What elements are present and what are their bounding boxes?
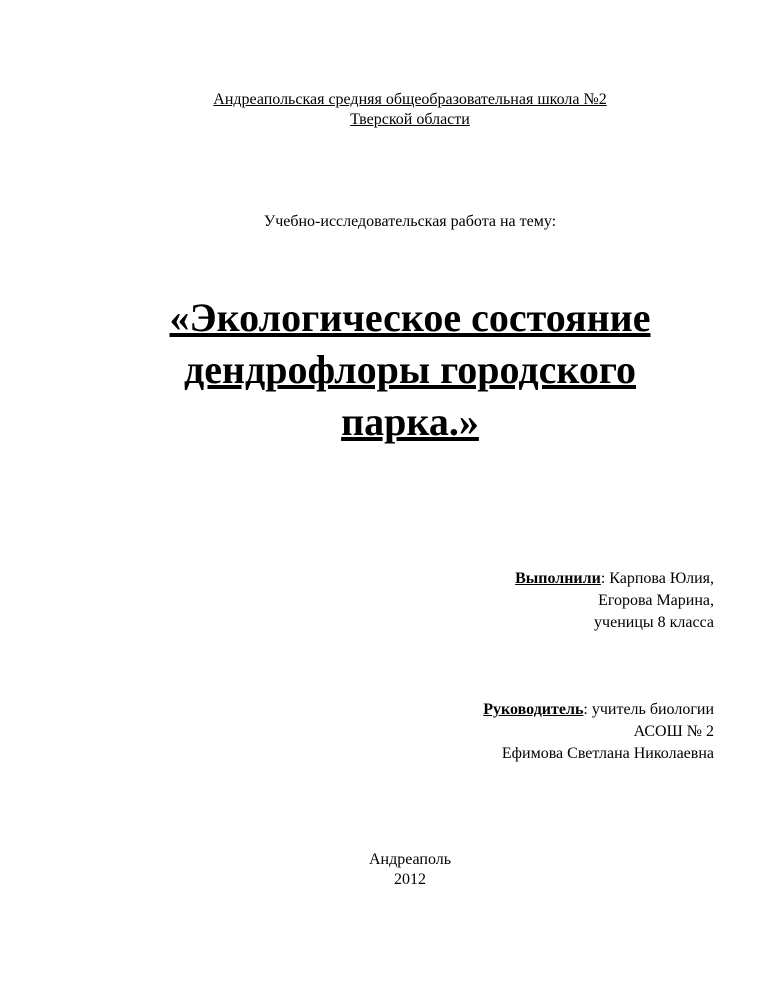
topic-intro: Учебно-исследовательская работа на тему: — [263, 213, 557, 230]
supervisor-label: Руководитель — [483, 701, 584, 718]
school-name-line-2: Тверской области — [350, 111, 470, 128]
authors-line-1: : Карпова Юлия, — [600, 570, 714, 587]
title-line-3: парка.» — [341, 399, 479, 444]
supervisor-block — [483, 699, 714, 765]
footer-city: Андреаполь — [368, 851, 452, 868]
authors-block — [515, 568, 714, 634]
footer-block — [0, 850, 768, 890]
authors-label: Выполнили — [515, 570, 601, 587]
supervisor-line-2: АСОШ № 2 — [633, 723, 714, 740]
supervisor-line-1: : учитель биологии — [583, 701, 714, 718]
footer-year: 2012 — [394, 871, 426, 888]
authors-line-2: Егорова Марина, — [598, 592, 714, 609]
supervisor-line-3: Ефимова Светлана Николаевна — [501, 745, 714, 762]
school-name-line-1: Андреапольская средняя общеобразовательная школа №2 — [213, 91, 607, 108]
school-header — [0, 90, 768, 130]
authors-line-3: ученицы 8 класса — [594, 614, 714, 631]
title-line-1: «Экологическое состояние — [169, 295, 651, 340]
document-title — [0, 292, 768, 448]
title-line-2: дендрофлоры городского — [183, 347, 637, 392]
